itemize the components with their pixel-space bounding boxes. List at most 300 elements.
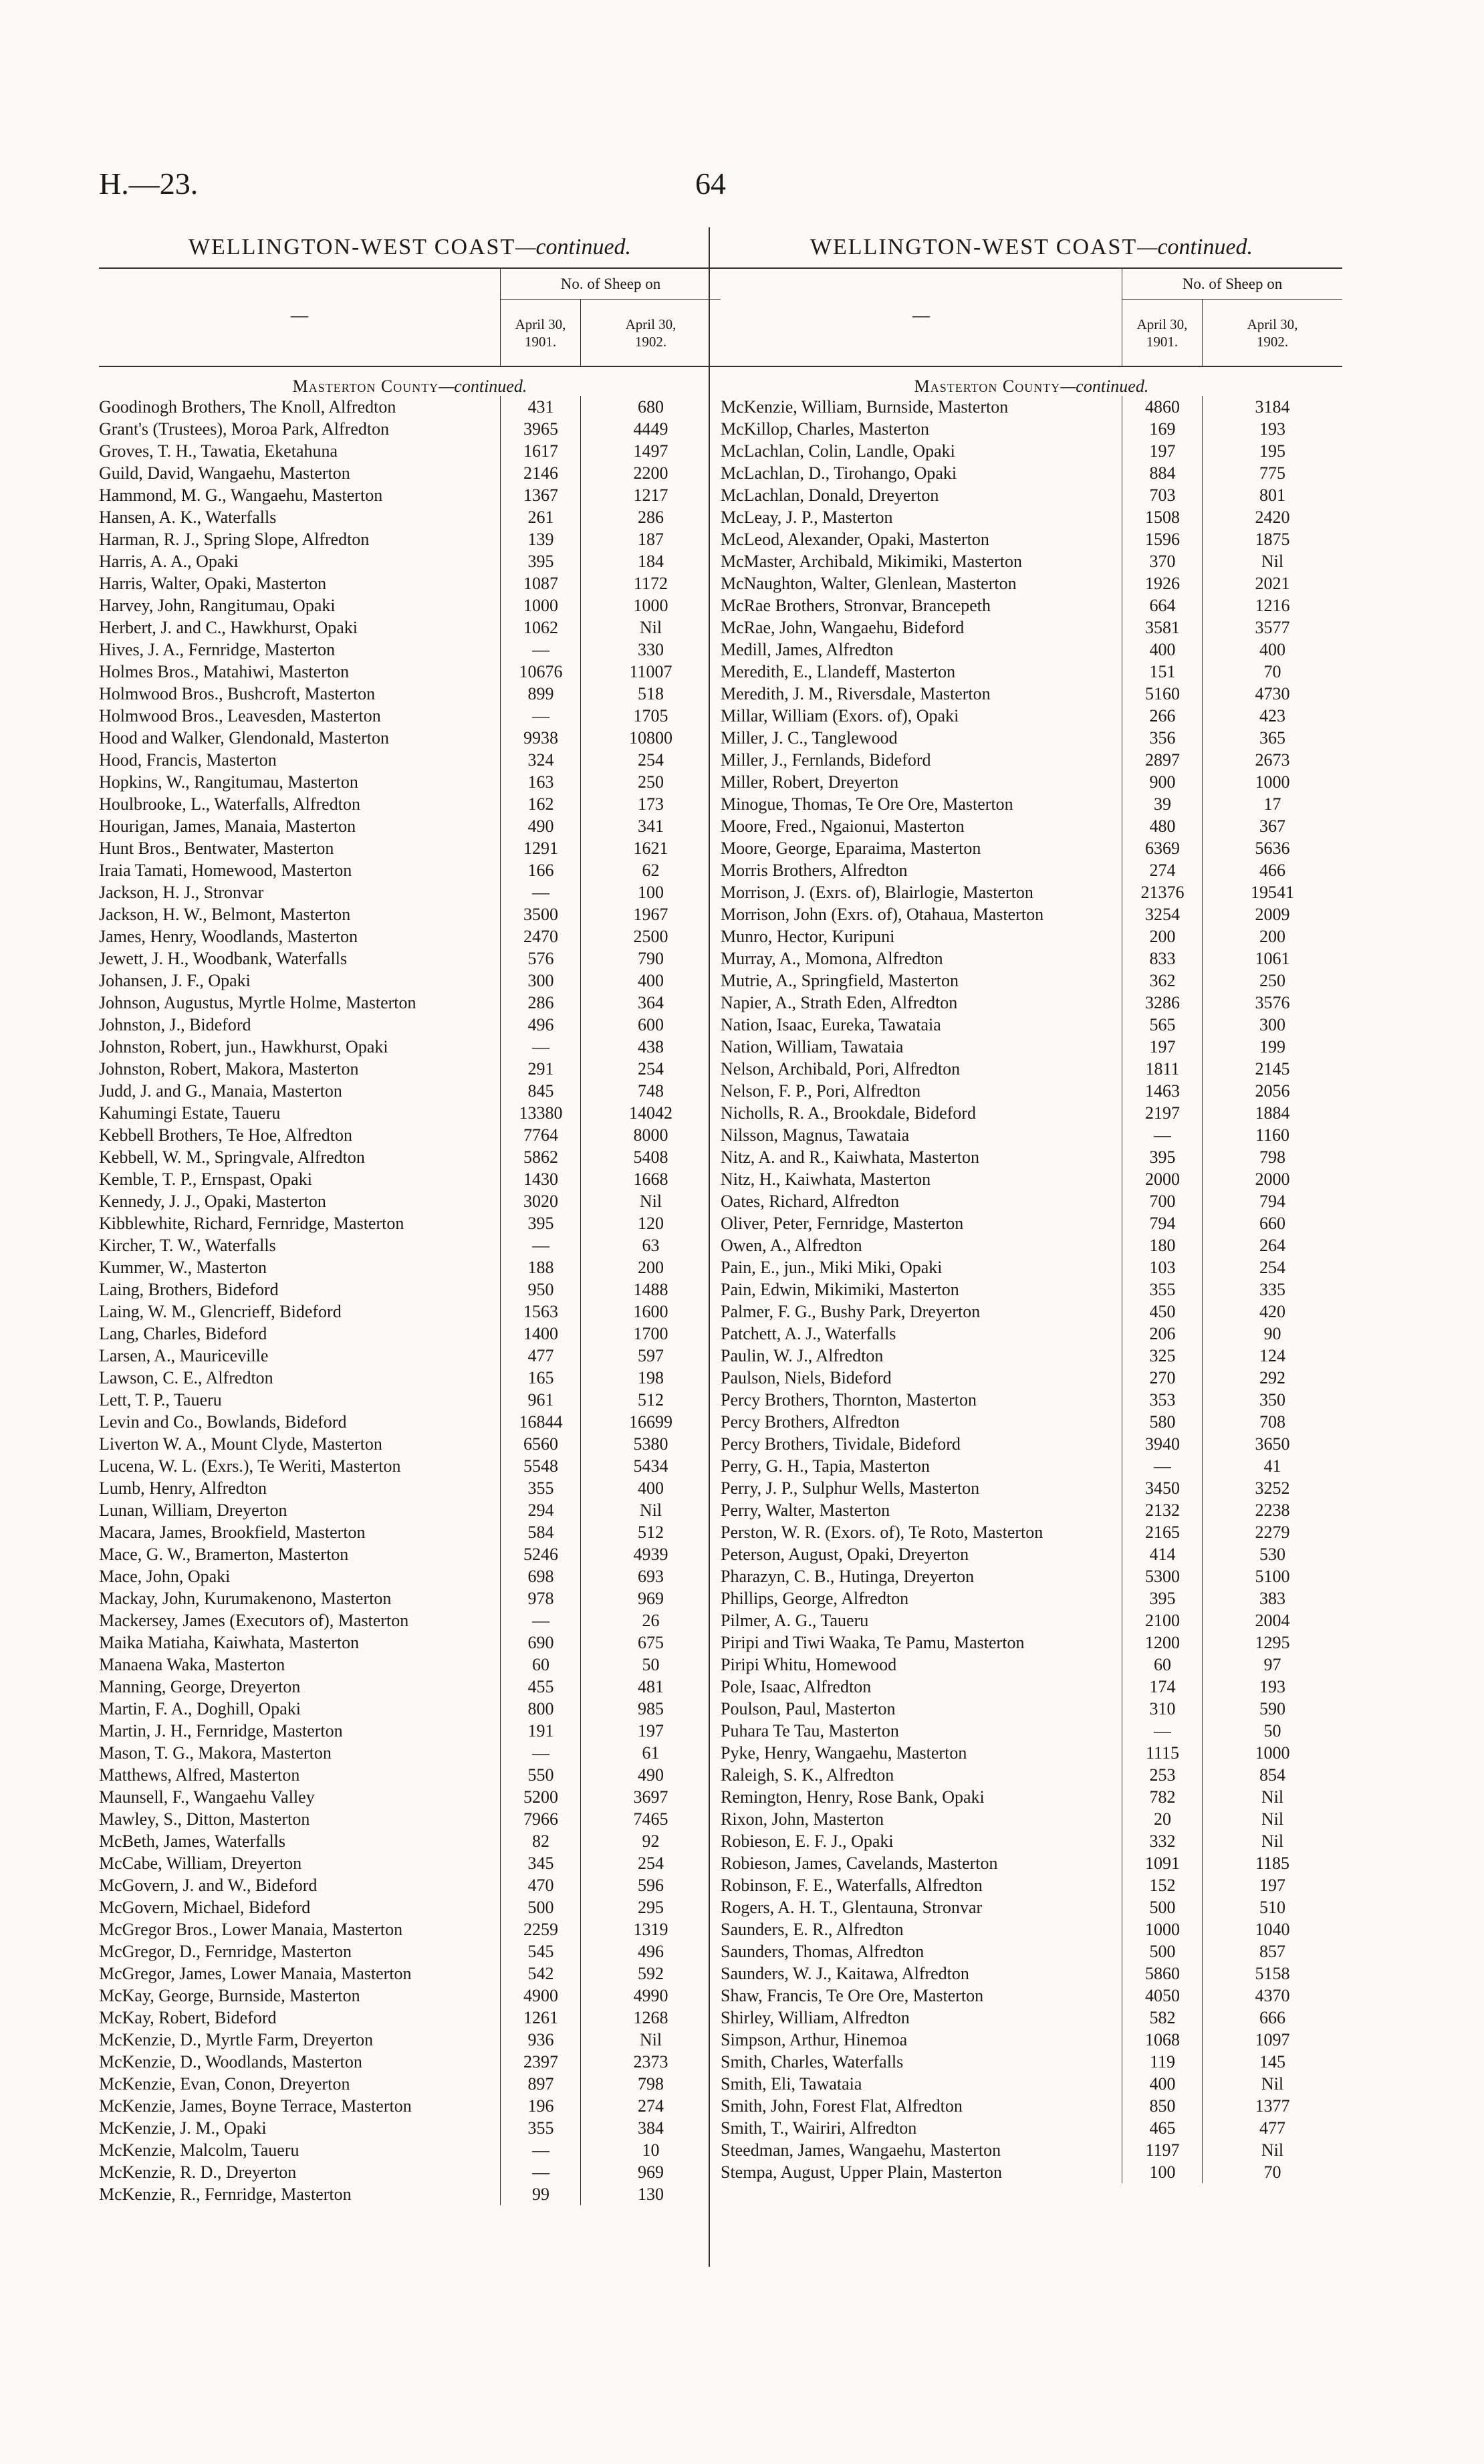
sheep-1902: 1295 (1202, 1632, 1342, 1654)
sheep-1901: 576 (500, 947, 581, 970)
sheep-1902: 3184 (1202, 396, 1342, 418)
sheep-1902: 1967 (580, 903, 721, 925)
sheep-1902: 510 (1202, 1896, 1342, 1918)
sheep-1902: 7465 (580, 1808, 721, 1830)
owner-name: Nitz, A. and R., Kaiwhata, Masterton (721, 1147, 980, 1167)
table-row (99, 1963, 721, 1985)
owner-name: Stempa, August, Upper Plain, Masterton (721, 2162, 1003, 2182)
sheep-1902: 41 (1202, 1455, 1342, 1477)
sheep-1901: 60 (1122, 1654, 1203, 1676)
owner-name: Lang, Charles, Bideford (99, 1324, 267, 1343)
owner-name: Kebbell, W. M., Springvale, Alfredton (99, 1147, 365, 1167)
sheep-1902: 496 (580, 1940, 721, 1963)
sheep-1901: 103 (1122, 1256, 1203, 1278)
sheep-1902: 590 (1202, 1698, 1342, 1720)
owner-name: Smith, T., Wairiri, Alfredton (721, 2118, 917, 2138)
sheep-1902: 330 (580, 639, 721, 661)
table-row (99, 2161, 721, 2183)
sheep-1902: 250 (1202, 970, 1342, 992)
owner-name: McKenzie, R., Fernridge, Masterton (99, 2185, 352, 2204)
table-row (99, 1830, 721, 1852)
sheep-1901: 5160 (1122, 683, 1203, 705)
owner-name: Nelson, F. P., Pori, Alfredton (721, 1081, 921, 1101)
sheep-1902: 1097 (1202, 2029, 1342, 2051)
table-row (99, 1676, 721, 1698)
owner-name: Saunders, W. J., Kaitawa, Alfredton (721, 1964, 969, 1983)
sheep-1902: 16699 (580, 1411, 721, 1433)
owner-name: Houlbrooke, L., Waterfalls, Alfredton (99, 794, 360, 814)
owner-name: Kibblewhite, Richard, Fernridge, Masterton (99, 1214, 404, 1233)
table-row (721, 837, 1342, 859)
sheep-1902: 680 (580, 396, 721, 418)
sheep-1902: 3697 (580, 1786, 721, 1808)
sheep-1901: 2197 (1122, 1102, 1203, 1124)
header-col-1901: April 30, 1901. (1122, 299, 1202, 366)
owner-name: Levin and Co., Bowlands, Bideford (99, 1412, 347, 1432)
sheep-1902: 466 (1202, 859, 1342, 881)
table-row (99, 1234, 721, 1256)
sheep-1901: 1261 (500, 2007, 581, 2029)
table-row (99, 859, 721, 881)
owner-name: Phillips, George, Alfredton (721, 1589, 909, 1608)
owner-name: Morris Brothers, Alfredton (721, 861, 908, 880)
sheep-1901: 2000 (1122, 1168, 1203, 1190)
sheep-1902: 367 (1202, 815, 1342, 837)
owner-name: Puhara Te Tau, Masterton (721, 1721, 899, 1741)
table-row (721, 1963, 1342, 1985)
table-row (99, 1433, 721, 1455)
table-row (99, 661, 721, 683)
owner-name: McKenzie, J. M., Opaki (99, 2118, 267, 2138)
sheep-1902: 187 (580, 528, 721, 550)
table-row (99, 1896, 721, 1918)
table-row (721, 1609, 1342, 1632)
sheep-1901: 82 (500, 1830, 581, 1852)
sheep-1901: 897 (500, 2073, 581, 2095)
sheep-1901: 325 (1122, 1345, 1203, 1367)
sheep-1901: 1000 (500, 594, 581, 617)
sheep-1902: 530 (1202, 1543, 1342, 1565)
table-row (721, 1632, 1342, 1654)
sheep-1901: 1926 (1122, 572, 1203, 594)
owner-name: Jewett, J. H., Woodbank, Waterfalls (99, 949, 348, 968)
table-row (99, 992, 721, 1014)
sheep-1901: 545 (500, 1940, 581, 1963)
sheep-1901: 1000 (1122, 1918, 1203, 1940)
right-column (721, 227, 1342, 2183)
sheep-1902: 438 (580, 1036, 721, 1058)
table-row (99, 881, 721, 903)
owner-name: McKenzie, D., Woodlands, Masterton (99, 2052, 362, 2071)
sheep-1901: — (1122, 1455, 1203, 1477)
table-row (721, 1830, 1342, 1852)
right-column-title: WELLINGTON-WEST COAST—continued. (810, 235, 1253, 259)
sheep-1902: 2021 (1202, 572, 1342, 594)
sheep-1901: 565 (1122, 1014, 1203, 1036)
owner-name: Iraia Tamati, Homewood, Masterton (99, 861, 352, 880)
sheep-1902: 518 (580, 683, 721, 705)
sheep-1901: 450 (1122, 1301, 1203, 1323)
sheep-1901: 3500 (500, 903, 581, 925)
owner-name: Judd, J. and G., Manaia, Masterton (99, 1081, 342, 1101)
sheep-1901: 1367 (500, 484, 581, 506)
table-row (721, 1256, 1342, 1278)
owner-name: Nation, William, Tawataia (721, 1037, 904, 1056)
table-row (721, 859, 1342, 881)
sheep-1901: 294 (500, 1499, 581, 1521)
owner-name: McLeod, Alexander, Opaki, Masterton (721, 530, 989, 549)
sheep-1902: 2420 (1202, 506, 1342, 528)
owner-name: Millar, William (Exors. of), Opaki (721, 706, 959, 725)
owner-name: Holmes Bros., Matahiwi, Masterton (99, 662, 350, 681)
owner-name: Maika Matiaha, Kaiwhata, Masterton (99, 1633, 360, 1652)
sheep-1901: 3581 (1122, 617, 1203, 639)
owner-name: Paulin, W. J., Alfredton (721, 1346, 884, 1365)
table-row (99, 1521, 721, 1543)
table-row (721, 1124, 1342, 1146)
sheep-1901: 300 (500, 970, 581, 992)
sheep-1902: 1705 (580, 705, 721, 727)
sheep-1901: 978 (500, 1587, 581, 1609)
table-row (99, 2117, 721, 2139)
owner-name: Johnson, Augustus, Myrtle Holme, Masterton (99, 993, 416, 1012)
sheep-1901: 270 (1122, 1367, 1203, 1389)
sheep-1901: 884 (1122, 462, 1203, 484)
sheep-1901: 395 (500, 550, 581, 572)
sheep-1901: 119 (1122, 2051, 1203, 2073)
sheep-1901: 1200 (1122, 1632, 1203, 1654)
section-heading: Masterton County—continued. (292, 376, 527, 396)
sheep-1901: 266 (1122, 705, 1203, 727)
sheep-1902: 969 (580, 2161, 721, 2183)
sheep-1902: 2373 (580, 2051, 721, 2073)
sheep-1902: 254 (580, 749, 721, 771)
sheep-1902: 254 (1202, 1256, 1342, 1278)
owner-name: Rixon, John, Masterton (721, 1809, 884, 1829)
table-row (721, 2051, 1342, 2073)
sheep-1902: 5158 (1202, 1963, 1342, 1985)
table-row (721, 506, 1342, 528)
sheep-1901: 21376 (1122, 881, 1203, 903)
sheep-1901: 1197 (1122, 2139, 1203, 2161)
sheep-1902: 2000 (1202, 1168, 1342, 1190)
sheep-1901: 1463 (1122, 1080, 1203, 1102)
table-row (99, 506, 721, 528)
owner-name: Maunsell, F., Wangaehu Valley (99, 1787, 315, 1807)
sheep-1902: 50 (1202, 1720, 1342, 1742)
sheep-1901: 2470 (500, 925, 581, 947)
sheep-1901: 1563 (500, 1301, 581, 1323)
owner-name: Jackson, H. J., Stronvar (99, 883, 264, 902)
sheep-1901: 3450 (1122, 1477, 1203, 1499)
sheep-1901: 100 (1122, 2161, 1203, 2183)
owner-name: McLachlan, Colin, Landle, Opaki (721, 441, 955, 461)
sheep-1902: 400 (1202, 639, 1342, 661)
owner-name: Minogue, Thomas, Te Ore Ore, Masterton (721, 794, 1013, 814)
owner-name: Pain, Edwin, Mikimiki, Masterton (721, 1280, 959, 1299)
owner-name: Laing, W. M., Glencrieff, Bideford (99, 1302, 342, 1321)
table-row (721, 1345, 1342, 1367)
table-row (99, 1565, 721, 1587)
table-row (721, 1521, 1342, 1543)
owner-name: McGregor, James, Lower Manaia, Masterton (99, 1964, 412, 1983)
table-row (99, 1455, 721, 1477)
owner-name: Kummer, W., Masterton (99, 1258, 267, 1277)
owner-name: Manning, George, Dreyerton (99, 1677, 301, 1696)
sheep-1901: 345 (500, 1852, 581, 1874)
owner-name: McKay, Robert, Bideford (99, 2008, 277, 2027)
sheep-1902: 1061 (1202, 947, 1342, 970)
sheep-1901: 286 (500, 992, 581, 1014)
owner-name: Mackay, John, Kurumakenono, Masterton (99, 1589, 392, 1608)
sheep-1901: 2132 (1122, 1499, 1203, 1521)
header-group: No. of Sheep on (1122, 269, 1342, 300)
owner-name: Piripi and Tiwi Waaka, Te Pamu, Masterton (721, 1633, 1025, 1652)
owner-name: Hood and Walker, Glendonald, Masterton (99, 728, 389, 748)
owner-name: McKenzie, Malcolm, Taueru (99, 2140, 299, 2160)
sheep-1902: 490 (580, 1764, 721, 1786)
sheep-1901: 690 (500, 1632, 581, 1654)
sheep-1901: 7966 (500, 1808, 581, 1830)
owner-name: Liverton W. A., Mount Clyde, Masterton (99, 1434, 382, 1454)
owner-name: McGovern, J. and W., Bideford (99, 1876, 318, 1895)
table-row (721, 1543, 1342, 1565)
sheep-1901: 9938 (500, 727, 581, 749)
owner-name: Smith, Eli, Tawataia (721, 2074, 862, 2094)
owner-name: James, Henry, Woodlands, Masterton (99, 927, 358, 946)
sheep-1902: 97 (1202, 1654, 1342, 1676)
sheep-1902: 597 (580, 1345, 721, 1367)
owner-name: Lunan, William, Dreyerton (99, 1500, 287, 1520)
table-row (99, 1058, 721, 1080)
sheep-1902: 1216 (1202, 594, 1342, 617)
table-row (99, 1080, 721, 1102)
owner-name: Macara, James, Brookfield, Masterton (99, 1523, 366, 1542)
sheep-1901: 39 (1122, 793, 1203, 815)
sheep-1902: 341 (580, 815, 721, 837)
table-row (721, 1212, 1342, 1234)
table-row (721, 418, 1342, 440)
sheep-1902: 2673 (1202, 749, 1342, 771)
sheep-1901: 700 (1122, 1190, 1203, 1212)
sheep-1902: 790 (580, 947, 721, 970)
sheep-1901: 1115 (1122, 1742, 1203, 1764)
sheep-1902: 200 (580, 1256, 721, 1278)
sheep-1901: 395 (500, 1212, 581, 1234)
table-row (721, 683, 1342, 705)
owner-name: Oates, Richard, Alfredton (721, 1192, 900, 1211)
table-row (99, 1764, 721, 1786)
sheep-1902: 5100 (1202, 1565, 1342, 1587)
sheep-1901: 950 (500, 1278, 581, 1301)
owner-name: Simpson, Arthur, Hinemoa (721, 2030, 908, 2049)
table-row (99, 528, 721, 550)
sheep-1902: 1000 (580, 594, 721, 617)
table-row (721, 1058, 1342, 1080)
sheep-1901: 188 (500, 1256, 581, 1278)
owner-name: Harvey, John, Rangitumau, Opaki (99, 596, 336, 615)
sheep-1901: — (500, 639, 581, 661)
left-table-header (99, 267, 721, 367)
sheep-1901: — (500, 2161, 581, 2183)
owner-name: Remington, Henry, Rose Bank, Opaki (721, 1787, 985, 1807)
sheep-1901: 180 (1122, 1234, 1203, 1256)
table-row (99, 1587, 721, 1609)
table-row (99, 771, 721, 793)
sheep-1901: 490 (500, 815, 581, 837)
sheep-1902: 50 (580, 1654, 721, 1676)
sheep-1901: 5860 (1122, 1963, 1203, 1985)
sheep-1901: 470 (500, 1874, 581, 1896)
sheep-1902: 173 (580, 793, 721, 815)
sheep-1901: 698 (500, 1565, 581, 1587)
owner-name: McLeay, J. P., Masterton (721, 508, 893, 527)
owner-name: Shirley, William, Alfredton (721, 2008, 910, 2027)
sheep-1902: 2056 (1202, 1080, 1342, 1102)
owner-name: Perry, G. H., Tapia, Masterton (721, 1456, 931, 1476)
sheep-1901: 5246 (500, 1543, 581, 1565)
left-table-body (99, 396, 721, 2205)
sheep-1902: 11007 (580, 661, 721, 683)
sheep-1901: — (500, 705, 581, 727)
table-row (99, 462, 721, 484)
table-row (721, 947, 1342, 970)
sheep-1902: 274 (580, 2095, 721, 2117)
sheep-1901: 580 (1122, 1411, 1203, 1433)
sheep-1901: 400 (1122, 2073, 1203, 2095)
sheep-1902: 2238 (1202, 1499, 1342, 1521)
sheep-1902: 985 (580, 1698, 721, 1720)
table-row (99, 705, 721, 727)
table-row (721, 1168, 1342, 1190)
sheep-1902: 420 (1202, 1301, 1342, 1323)
sheep-1902: 2009 (1202, 903, 1342, 925)
sheep-1901: 16844 (500, 1411, 581, 1433)
sheep-1901: 550 (500, 1764, 581, 1786)
sheep-1902: 798 (1202, 1146, 1342, 1168)
header-col-1901: April 30, 1901. (500, 299, 580, 366)
table-row (99, 1323, 721, 1345)
sheep-1901: 10676 (500, 661, 581, 683)
table-row (99, 1918, 721, 1940)
sheep-1901: 151 (1122, 661, 1203, 683)
table-row (721, 1102, 1342, 1124)
table-row (721, 2139, 1342, 2161)
sheep-1901: 362 (1122, 970, 1203, 992)
sheep-1902: 197 (580, 1720, 721, 1742)
sheep-1901: 60 (500, 1654, 581, 1676)
sheep-1901: 1508 (1122, 506, 1203, 528)
owner-name: Saunders, Thomas, Alfredton (721, 1942, 924, 1961)
owner-name: Harris, Walter, Opaki, Masterton (99, 574, 327, 593)
sheep-1902: Nil (1202, 2139, 1342, 2161)
owner-name: Hansen, A. K., Waterfalls (99, 508, 277, 527)
owner-name: Holmwood Bros., Bushcroft, Masterton (99, 684, 376, 703)
owner-name: Johnston, Robert, jun., Hawkhurst, Opaki (99, 1037, 388, 1056)
sheep-1901: 582 (1122, 2007, 1203, 2029)
table-row (721, 1278, 1342, 1301)
sheep-1902: 660 (1202, 1212, 1342, 1234)
sheep-1901: 1087 (500, 572, 581, 594)
owner-name: McKenzie, William, Burnside, Masterton (721, 397, 1009, 417)
table-row (721, 462, 1342, 484)
sheep-1902: 5380 (580, 1433, 721, 1455)
table-row (99, 1609, 721, 1632)
owner-name: Piripi Whitu, Homewood (721, 1655, 897, 1674)
owner-name: Lucena, W. L. (Exrs.), Te Weriti, Masterton (99, 1456, 401, 1476)
sheep-1902: 477 (1202, 2117, 1342, 2139)
owner-name: McCabe, William, Dreyerton (99, 1854, 302, 1873)
section-heading: Masterton County—continued. (914, 376, 1149, 396)
table-row (99, 1102, 721, 1124)
table-row (99, 2139, 721, 2161)
table-row (721, 440, 1342, 462)
owner-name: Mason, T. G., Makora, Masterton (99, 1743, 332, 1763)
sheep-1902: 63 (580, 1234, 721, 1256)
sheep-1901: 3940 (1122, 1433, 1203, 1455)
table-row (721, 1190, 1342, 1212)
table-row (99, 947, 721, 970)
owner-name: Pole, Isaac, Alfredton (721, 1677, 872, 1696)
owner-name: Medill, James, Alfredton (721, 640, 894, 659)
owner-name: Percy Brothers, Tividale, Bideford (721, 1434, 961, 1454)
table-row (721, 705, 1342, 727)
owner-name: McKenzie, D., Myrtle Farm, Dreyerton (99, 2030, 374, 2049)
sheep-1901: — (500, 1609, 581, 1632)
sheep-1901: 310 (1122, 1698, 1203, 1720)
table-row (721, 1720, 1342, 1742)
sheep-1902: 300 (1202, 1014, 1342, 1036)
sheep-1902: 17 (1202, 793, 1342, 815)
owner-name: Lett, T. P., Taueru (99, 1390, 222, 1410)
table-row (99, 2095, 721, 2117)
sheep-1901: 5862 (500, 1146, 581, 1168)
sheep-1902: 90 (1202, 1323, 1342, 1345)
sheep-1901: 480 (1122, 815, 1203, 837)
table-row (721, 925, 1342, 947)
sheep-1902: 592 (580, 1963, 721, 1985)
owner-name: Martin, J. H., Fernridge, Masterton (99, 1721, 343, 1741)
owner-name: Holmwood Bros., Leavesden, Masterton (99, 706, 381, 725)
owner-name: Hood, Francis, Masterton (99, 750, 277, 770)
table-row (99, 550, 721, 572)
sheep-1901: 152 (1122, 1874, 1203, 1896)
sheep-1901: — (500, 1234, 581, 1256)
sheep-1901: 584 (500, 1521, 581, 1543)
table-row (99, 2183, 721, 2205)
table-row (721, 1676, 1342, 1698)
table-row (721, 2117, 1342, 2139)
sheep-1901: 3020 (500, 1190, 581, 1212)
table-row (99, 572, 721, 594)
sheep-1902: 2500 (580, 925, 721, 947)
sheep-1902: 5408 (580, 1146, 721, 1168)
sheep-1901: 703 (1122, 484, 1203, 506)
table-row (721, 1301, 1342, 1323)
table-row (721, 727, 1342, 749)
table-row (99, 925, 721, 947)
sheep-1902: 4990 (580, 1985, 721, 2007)
owner-name: Larsen, A., Mauriceville (99, 1346, 269, 1365)
sheep-1901: 3286 (1122, 992, 1203, 1014)
sheep-1902: 335 (1202, 1278, 1342, 1301)
sheep-1902: 600 (580, 1014, 721, 1036)
sheep-1901: 455 (500, 1676, 581, 1698)
sheep-1901: 850 (1122, 2095, 1203, 2117)
owner-name: Saunders, E. R., Alfredton (721, 1920, 904, 1939)
sheep-1901: 356 (1122, 727, 1203, 749)
table-row (99, 1477, 721, 1499)
